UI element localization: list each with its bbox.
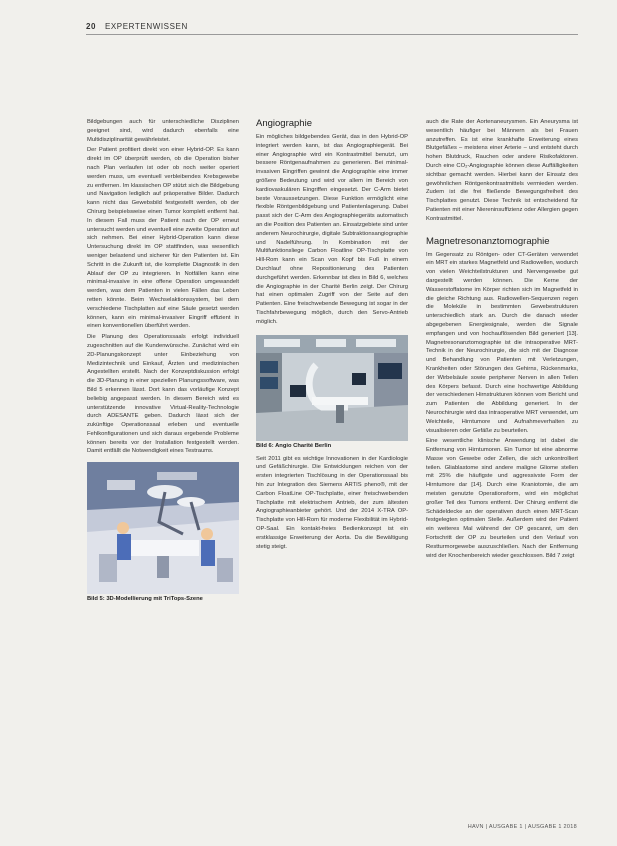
angio-room-photo [256,335,408,441]
paragraph: Eine wesentliche klinische Anwendung ist dabei die Entfernung von Hirntumoren. Ein Tumor ist eine abnorme Masse von Gewebe oder Zellen, die sich unkontrolliert teilen. Gliablastome sind andere maligne Gliome stellen mit 25% die häufigste und aggressivste Form der Hirntumore dar [14]. Durch eine Kraniotomie, die am meisten genutzte Operationsform, wird ein möglichst großer Teil des Tumors entfernt. Der Chirurg entfernt die Schädeldecke an der operativen durch einen MRT-Scan festgelegten optimalen Stelle. Außerdem wird der Patient ein weiteres Mal während der OP gescannt, um den Fortschritt der OP zu beurteilen und den Verlauf von Restturmorgewebe auszuschließen. Nach der Entfernung wird der Knochenbereich wieder geschlossen. Bild 7 zeigt [426,438,578,559]
paragraph: auch die Rate der Aortenaneurysmen. Ein Aneurysma ist wesentlich häufiger bei Männern als bei Frauen anzutreffen. Es ist eine krankhafte Erweiterung eines Blutgefäßes – meistens einer Arterie – und entsteht durch hohen Blutdruck, Rauchen oder andere Risikofaktoren. Durch eine CO₂-Angiographie können diese Auffälligkeiten sichtbar gemacht werden. Hierbei kann der Einsatz des gewöhnlichen Röntgenkontrastmittels vermieden werden. Zudem ist die frei fließende Bewegungsfreiheit des Tischplattes genutzt. Diese Technik ist entscheidend für Patienten mit einer Niereninsuffizienz oder Allergien gegen Kontrastmittel. [426,119,578,222]
paragraph: Die Planung des Operationssaals erfolgt individuell zugeschnitten auf die Kundenwünsche. Zunächst wird ein 2D-Planungskonzept unter Einbeziehung von Medizintechnik und Einkauf, Ärzten und medizinischen Angestellten erstellt. Nach der Konzeptdiskussion erfolgt die 3D-Planung in einer speziellen Planungssoftware, was Bild 5 erkennen lässt. Dort kann das vorläufige Konzept beliebig angepasst werden. In diesem Bereich wird es unterstützende innovative Virtual-Reality-Technologie durch ADESANTE geben. Dadurch lässt sich der zukünftige Operationssaal erleben und eventuelle Fehlkonfigurationen und sich daraus ergebende Probleme können bereits vor der Installation festgestellt werden. Damit entfällt die Notwendigkeit eines Testraums. [87,334,239,455]
figure-6-caption: Bild 6: Angio Charité Berlin [256,442,332,449]
section-title: EXPERTENWISSEN [104,22,188,31]
paragraph: Im Gegensatz zu Röntgen- oder CT-Geräten verwendet ein MRT ein starkes Magnetfeld und Radiowellen, wodurch von vielen Weichteilstrukturen und Nervengewebe gut dargestellt werden können. Die Kerne der Wasserstoffatome im Körper richten sich im Magnetfeld in die gleiche Richtung aus. Radiowellen-Sequenzen regen die Moleküle in bestimmten Gewebestrukturen unterschiedlich stark an. Durch die danach wieder abgegebenen Energiesignale, werden die Signale empfangen und von hochauflösenden Bild generiert [13]. Magnetresonanztomographie ist die intraoperative MRT-Technik in der Neurochirurgie, die sich mit der Diagnose und Behandlung von Patienten mit Verletzungen, Krankheiten oder Störungen des Gehirns, Rückenmarks, der Wirbelsäule sowie peripherer Nerven in allen Teilen des Körpers befasst. Durch eine hochwertige Abbildung der verschiedenen Hirnstrukturen können vom Bericht und zum Patienten die Abbildung generiert. In der Neurochirurgie wird das intraoperative MRT verwendet, um Weichteile, Hirntumore und Aufnahmeverhalten zu visualisieren oder Gefäße zu beurteilen. [426,251,578,434]
figure-5-caption: Bild 5: 3D-Modellierung mit TriTops-Szene [87,596,203,603]
column-2 [256,118,408,553]
section-heading: Angiographie [256,118,312,129]
section-heading: Magnetresonanztomographie [426,235,550,247]
column-1 [87,118,239,602]
figure-5 [87,462,239,594]
paragraph: Bildgebungen auch für unterschiedliche Disziplinen geeignet sind, wird dadurch ebenfalls eine Multidisziplinarität gewährleistet. [87,119,239,143]
header-rule [86,34,578,35]
paragraph: Seit 2011 gibt es wichtige Innovationen in der Kardiologie und Gefäßchirurgie. Die Entwicklungen reichen von der ersten integrierten Tischlösung in der Operationssaal bis hin zur Integration des Siemens ARTIS pheno®, mit der Carbon FloatLine OP-Tischplatte, einer freischwebenden Tischplatte mit elektrischem Antrieb, der zum ältesten Angiographieanbieter gehört. Und der 2014 X-TRA OP-Tischplatte von Hill-Rom für moderne Flexibilität im Hybrid-OP-Saal. Ein kontakt-freies Bedienkonzept ist ein erstklassige Erweiterung der Aorta. Da die Bewältigung stetig steigt. [256,455,408,550]
paragraph: Ein mögliches bildgebendes Gerät, das in den Hybrid-OP integriert werden kann, ist das Angiographiegerät. Bei einer Angiographie wird ein Kontrastmittel benutzt, um bessere Röntgenaufnahmen zu generieren. Bei minimal-invasiven Eingriffen gewinnt die Angiographie eine immer größere Bedeutung und wird vor allem im Bereich von kardiovaskulären Eingriffen eingesetzt. Der C-Arm bietet beste Voraussetzungen. Diese Funktion ermöglicht eine flexible Röntgenbildgebung und Patientenlagerung. Dabei passt sich der C-Arm des Angiographiegeräts automatisch an die Position des Patienten an. Einsatzgebiete sind unter anderem Neurochirurgie, digitale Subtraktionsangiographie und Nadelführung. In Kombination mit der Multifunktionsliege Carbon Floatline OP-Tischplatte von Hill-Rom kann ein Scan von Kopf bis Fuß in einem Durchlauf ohne Repositionierung des Patienten durchgeführt werden. Erkennbar ist dies in Bild 6, welches die Angiographie in der Charité Berlin zeigt. Der Chirurg hat einen optimalen Zugriff von der Seite auf den Patienten. Eine freischwebende Bewegung ist sogar in der Tischfahrbewegung möglich, durch den Servo-Antrieb möglich. [256,134,408,325]
page-footer: HAVN | AUSGABE 1 | AUSGABE 1 2018 [467,824,577,830]
figure-6 [256,335,408,441]
column-3 [426,118,578,562]
3d-or-model-image [87,462,239,594]
page-number: 20 [86,22,97,31]
paragraph: Der Patient profitiert direkt von einer Hybrid-OP. Es kann direkt im OP überprüft werden, ob die Operation bisher nach Plan verlaufen ist oder ob noch weiter operiert werden muss, um eventuell verbleibendes Krebsgewebe zu entfernen. Im klassischen OP stützt sich die Bildgebung und Navigation lediglich auf präoperative Bilder. Dadurch kann nicht das Gewebsbild festgestellt werden, ob der Chirurg beispielsweise einen Tumor komplett entfernt hat. In diesem Fall muss der Patient nach der OP erneut untersucht werden und eventuell eine zweite Operation auf sich nehmen. Bei einer Hybrid-Operation kann diese Untersuchung direkt im OP stattfinden, was wesentlich weniger belastend und sicherer für den Patienten ist. Ein Schritt in die Zukunft ist, die komplette Diagnostik in den Ablauf der OP zu integrieren. In Notfällen kann eine minimal-invasive in eine offene Operation umgewandelt werden, was dem Patienten in vielen Fällen das Leben retten könnte. Beim Wechselaktionssystem, bei dem verschiedene Tischplatten auf eine Säule gesetzt werden können, kann ein minimal-invasiver Eingriff effizient in einen konventionellen überführt werden. [87,147,239,330]
page-header [86,22,546,31]
